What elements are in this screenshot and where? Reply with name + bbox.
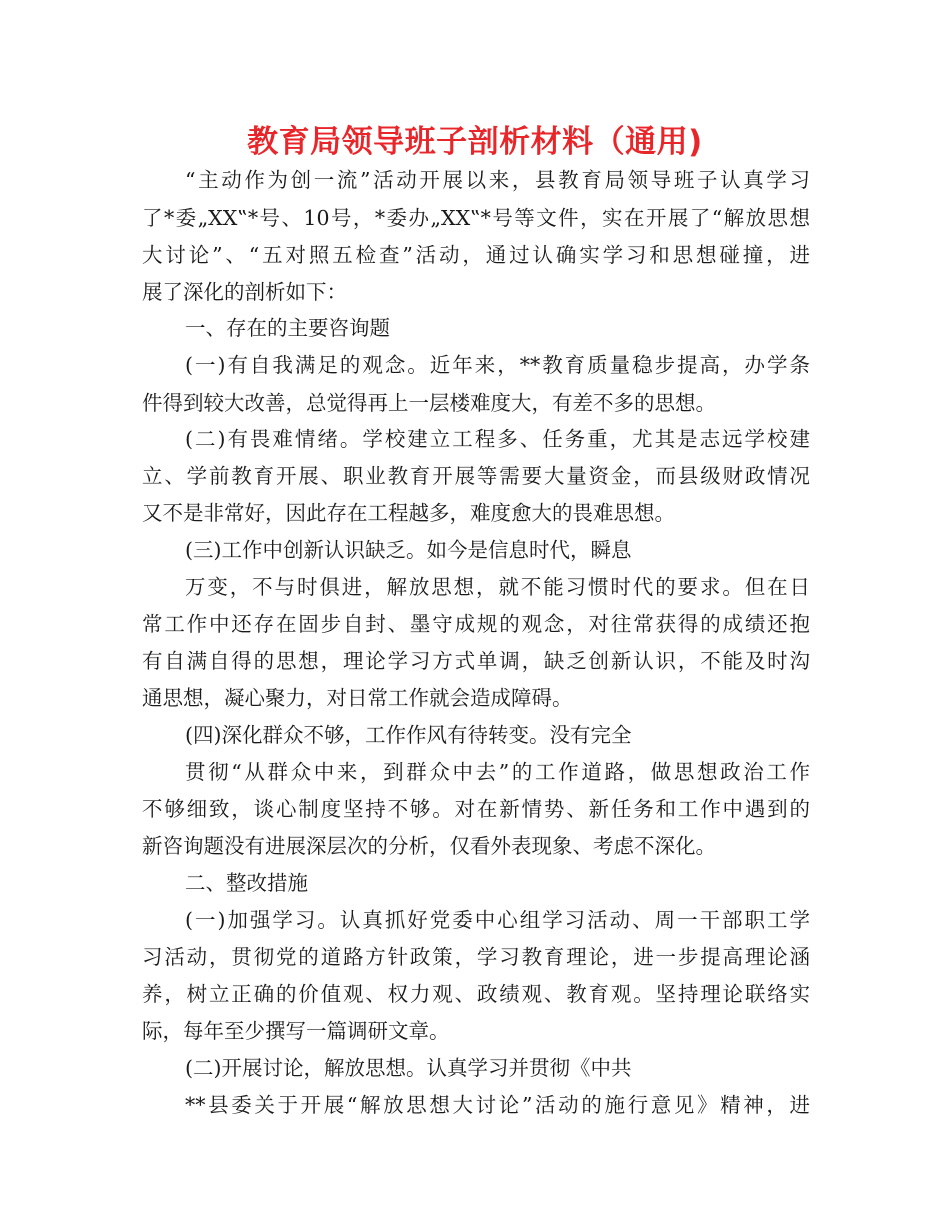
paragraph-line: (四)深化群众不够，工作作风有待转变。没有完全	[185, 723, 632, 747]
section-heading: 一、存在的主要咨询题	[185, 316, 390, 340]
paragraph-line: 立、学前教育开展、职业教育开展等需要大量资金，而县级财政情况	[142, 464, 810, 488]
paragraph-line: 了*委„XX‟*号、10号，*委办„XX‟*号等文件，实在开展了“解放思想	[142, 206, 810, 230]
paragraph-line: (一)有自我满足的观念。近年来，**教育质量稳步提高，办学条	[185, 353, 810, 377]
paragraph-line: 万变，不与时俱进，解放思想，就不能习惯时代的要求。但在日	[185, 575, 810, 599]
paragraph-line: 养，树立正确的价值观、权力观、政绩观、教育观。坚持理论联络实	[142, 982, 810, 1006]
paragraph-line: (一)加强学习。认真抓好党委中心组学习活动、周一干部职工学	[185, 908, 810, 932]
paragraph-line: “主动作为创一流”活动开展以来，县教育局领导班子认真学习	[185, 168, 810, 192]
paragraph-line: **县委关于开展“解放思想大讨论”活动的施行意见》精神，进	[185, 1093, 810, 1117]
paragraph-line: 际，每年至少撰写一篇调研文章。	[142, 1019, 450, 1043]
paragraph-line: 贯彻“从群众中来，到群众中去”的工作道路，做思想政治工作	[185, 760, 810, 784]
paragraph-line: (二)有畏难情绪。学校建立工程多、任务重，尤其是志远学校建	[185, 427, 810, 451]
paragraph-line: 件得到较大改善，总觉得再上一层楼难度大，有差不多的思想。	[142, 391, 716, 415]
paragraph-line: (二)开展讨论，解放思想。认真学习并贯彻《中共	[185, 1056, 632, 1080]
paragraph-line: 有自满自得的思想，理论学习方式单调，缺乏创新认识，不能及时沟	[142, 649, 810, 673]
section-heading: 二、整改措施	[185, 871, 308, 895]
paragraph-line: (三)工作中创新认识缺乏。如今是信息时代，瞬息	[185, 538, 632, 562]
paragraph-line: 又不是非常好，因此存在工程越多，难度愈大的畏难思想。	[142, 501, 675, 525]
paragraph-line: 新咨询题没有进展深层次的分析，仅看外表现象、考虑不深化。	[142, 834, 716, 858]
paragraph-line: 展了深化的剖析如下：	[142, 280, 347, 304]
paragraph-line: 习活动，贯彻党的道路方针政策，学习教育理论，进一步提高理论涵	[142, 945, 810, 969]
paragraph-line: 不够细致，谈心制度坚持不够。对在新情势、新任务和工作中遇到的	[142, 797, 810, 821]
paragraph-line: 大讨论”、“五对照五检查”活动，通过认确实学习和思想碰撞，进	[142, 243, 810, 267]
document-title: 教育局领导班子剖析材料（通用)	[247, 124, 703, 160]
paragraph-line: 常工作中还存在固步自封、墨守成规的观念，对往常获得的成绩还抱	[142, 612, 810, 636]
paragraph-line: 通思想，凝心聚力，对日常工作就会造成障碍。	[142, 686, 573, 710]
